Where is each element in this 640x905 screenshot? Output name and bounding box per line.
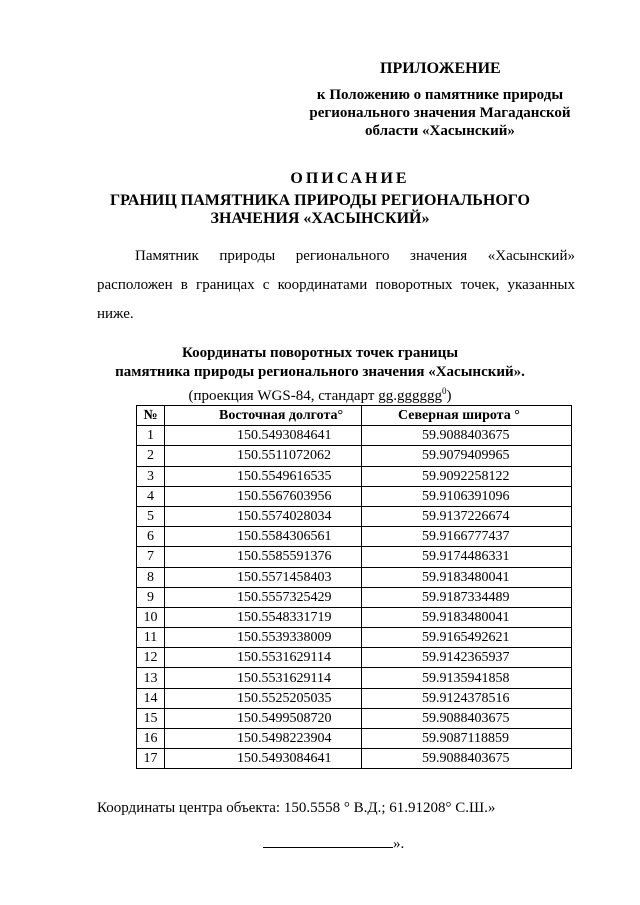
caption-line: Координаты поворотных точек границы xyxy=(181,345,459,361)
cell-latitude: 59.9088403675 xyxy=(362,708,572,728)
table-row xyxy=(137,587,572,607)
table-row xyxy=(137,688,572,708)
cell-number: 14 xyxy=(137,688,165,708)
cell-longitude: 150.5531629114 xyxy=(165,668,362,688)
appendix-line: регионального значения Магаданской xyxy=(309,105,571,121)
cell-latitude: 59.9187334489 xyxy=(362,587,572,607)
cell-latitude: 59.9088403675 xyxy=(362,749,572,769)
title-spaced: ОПИСАНИЕ xyxy=(290,170,410,187)
paragraph-first-line: Памятник природы регионального значения «Хасынский» xyxy=(135,248,575,264)
table-row xyxy=(137,607,572,627)
table-row xyxy=(137,446,572,466)
closing-line xyxy=(263,836,404,853)
title-line: ЗНАЧЕНИЯ «ХАСЫНСКИЙ» xyxy=(210,210,430,227)
projection-text: (проекция WGS-84, стандарт gg.gggggg xyxy=(188,388,442,404)
cell-longitude: 150.5499508720 xyxy=(165,708,362,728)
table-header-row xyxy=(137,406,572,426)
cell-longitude: 150.5498223904 xyxy=(165,729,362,749)
cell-latitude: 59.9124378516 xyxy=(362,688,572,708)
cell-longitude: 150.5525205035 xyxy=(165,688,362,708)
appendix-line: области «Хасынский» xyxy=(365,123,515,139)
cell-longitude: 150.5493084641 xyxy=(165,749,362,769)
cell-number: 16 xyxy=(137,729,165,749)
cell-latitude: 59.9165492621 xyxy=(362,628,572,648)
cell-number: 12 xyxy=(137,648,165,668)
cell-latitude: 59.9135941858 xyxy=(362,668,572,688)
cell-longitude: 150.5584306561 xyxy=(165,527,362,547)
cell-number: 10 xyxy=(137,607,165,627)
table-row xyxy=(137,547,572,567)
table-row xyxy=(137,506,572,526)
table-row xyxy=(137,486,572,506)
center-coordinates: Координаты центра объекта: 150.5558 ° В.Д.; 61.91208° С.Ш.» xyxy=(97,800,496,816)
cell-number: 1 xyxy=(137,426,165,446)
cell-number: 9 xyxy=(137,587,165,607)
paragraph-rest: расположен в границах с координатами поворотных точек, указанных ниже. xyxy=(97,277,575,322)
coordinates-table xyxy=(136,405,572,769)
projection-sup: 0 xyxy=(441,386,447,396)
cell-latitude: 59.9183480041 xyxy=(362,607,572,627)
cell-number: 8 xyxy=(137,567,165,587)
appendix-line: к Положению о памятнике природы xyxy=(316,87,564,103)
header-number: № xyxy=(137,406,165,426)
cell-latitude: 59.9137226674 xyxy=(362,506,572,526)
cell-longitude: 150.5531629114 xyxy=(165,648,362,668)
cell-latitude: 59.9166777437 xyxy=(362,527,572,547)
cell-longitude: 150.5549616535 xyxy=(165,466,362,486)
caption-line: памятника природы регионального значения «Хасынский». xyxy=(115,364,525,380)
cell-number: 15 xyxy=(137,708,165,728)
cell-longitude: 150.5539338009 xyxy=(165,628,362,648)
cell-longitude: 150.5511072062 xyxy=(165,446,362,466)
table-row xyxy=(137,567,572,587)
cell-latitude: 59.9079409965 xyxy=(362,446,572,466)
cell-longitude: 150.5493084641 xyxy=(165,426,362,446)
document-title xyxy=(0,170,640,228)
header-latitude: Северная широта ° xyxy=(362,406,572,426)
cell-latitude: 59.9142365937 xyxy=(362,648,572,668)
cell-longitude: 150.5571458403 xyxy=(165,567,362,587)
table-caption xyxy=(0,344,640,406)
cell-latitude: 59.9174486331 xyxy=(362,547,572,567)
caption-projection xyxy=(0,382,640,406)
cell-number: 7 xyxy=(137,547,165,567)
cell-latitude: 59.9183480041 xyxy=(362,567,572,587)
cell-latitude: 59.9106391096 xyxy=(362,486,572,506)
cell-number: 17 xyxy=(137,749,165,769)
table-row xyxy=(137,708,572,728)
header-longitude: Восточная долгота° xyxy=(165,406,362,426)
table-row xyxy=(137,729,572,749)
table-row xyxy=(137,668,572,688)
cell-number: 4 xyxy=(137,486,165,506)
appendix-heading: ПРИЛОЖЕНИЕ xyxy=(380,60,501,77)
title-line: ГРАНИЦ ПАМЯТНИКА ПРИРОДЫ РЕГИОНАЛЬНОГО xyxy=(109,192,530,209)
cell-latitude: 59.9092258122 xyxy=(362,466,572,486)
closing-mark: ». xyxy=(393,836,405,852)
cell-number: 3 xyxy=(137,466,165,486)
cell-number: 6 xyxy=(137,527,165,547)
table-body xyxy=(137,426,572,769)
cell-longitude: 150.5557325429 xyxy=(165,587,362,607)
cell-latitude: 59.9087118859 xyxy=(362,729,572,749)
cell-longitude: 150.5585591376 xyxy=(165,547,362,567)
projection-end: ) xyxy=(446,388,452,404)
cell-longitude: 150.5548331719 xyxy=(165,607,362,627)
cell-longitude: 150.5567603956 xyxy=(165,486,362,506)
cell-number: 2 xyxy=(137,446,165,466)
cell-latitude: 59.9088403675 xyxy=(362,426,572,446)
cell-number: 11 xyxy=(137,628,165,648)
appendix-block xyxy=(290,60,590,140)
table-row xyxy=(137,628,572,648)
table-row xyxy=(137,527,572,547)
cell-number: 13 xyxy=(137,668,165,688)
cell-number: 5 xyxy=(137,506,165,526)
blank-rule xyxy=(263,847,393,848)
table-row xyxy=(137,466,572,486)
table-row xyxy=(137,648,572,668)
table-row xyxy=(137,426,572,446)
description-paragraph xyxy=(97,242,575,329)
table-row xyxy=(137,749,572,769)
cell-longitude: 150.5574028034 xyxy=(165,506,362,526)
